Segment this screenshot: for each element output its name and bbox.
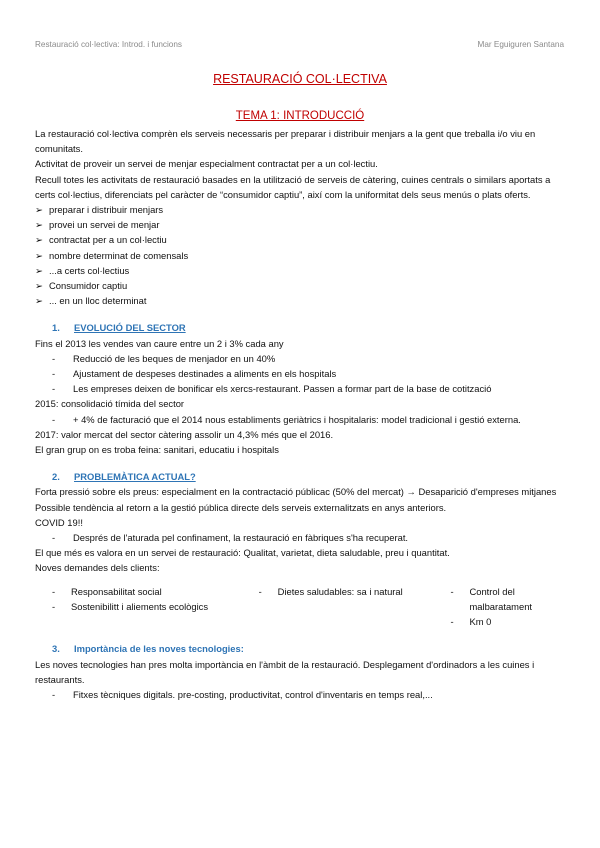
bullet-text: preparar i distribuir menjars (49, 204, 164, 216)
bullet-text: ...a certs col·lectius (49, 264, 130, 276)
bullet-text: provei un servei de menjar (49, 219, 160, 231)
section-text: Les noves tecnologies han pres molta importància en l'àmbit de la restauració. Desplegament d'ordinadors a les cuines i restaurants. (35, 658, 535, 685)
demand-item: - Responsabilitat social (52, 585, 162, 597)
section-text: El que més es valora en un servei de restauració: Qualitat, varietat, dieta saludable, preu i quantitat. (35, 547, 450, 559)
bullet-text: ... en un lloc determinat (49, 295, 147, 307)
intro-paragraph: Activitat de proveir un servei de menjar especialment contractat per a un col·lectiu. (35, 158, 378, 170)
section-text: 2015: consolidació tímida del sector (35, 398, 185, 410)
document-body (35, 126, 567, 702)
demand-item: - Dietes saludables: sa i natural (258, 585, 403, 597)
section-text: Noves demandes dels clients: (35, 562, 160, 574)
section-text: El gran grup on es troba feina: sanitari, educatiu i hospitals (35, 444, 279, 456)
dash-item: - + 4% de facturació que el 2014 nous establiments geriàtrics i hospitalaris: model tradicional i gestió externa. (52, 413, 521, 425)
dash-item: - Després de l'aturada pel confinament, la restauració en fàbriques s'ha recuperat. (52, 532, 409, 544)
section-text: Forta pressió sobre els preus: especialment en la contractació públicac (50% del mercat) → Desaparició d'empreses mitjanes (35, 486, 557, 498)
dash-item: - Ajustament de despeses destinades a aliments en els hospitals (52, 368, 337, 380)
bullet-text: nombre determinat de comensals (49, 249, 189, 261)
client-demands-columns (35, 584, 567, 630)
dash-item: - Reducció de les beques de menjador en un 40% (52, 352, 276, 364)
running-header-left: Restauració col·lectiva: Introd. i funcions (35, 40, 182, 49)
bullet-item (35, 202, 567, 217)
dash-item: - Fitxes tècniques digitals. pre-costing, productivitat, control d'inventaris en temps real,... (52, 688, 433, 700)
section-heading-evolucio: 1. EVOLUCIÓ DEL SECTOR (52, 322, 186, 334)
demand-item: - Sostenibilitt i aliements ecològics (52, 600, 209, 612)
section-text: COVID 19!! (35, 516, 83, 528)
arrow-bullet-icon: ➢ (35, 295, 43, 307)
section-text: Fins el 2013 les vendes van caure entre un 2 i 3% cada any (35, 337, 284, 349)
arrow-bullet-icon: ➢ (35, 249, 43, 261)
document-title: RESTAURACIÓ COL·LECTIVA (213, 72, 387, 86)
demands-column-3 (426, 584, 567, 630)
arrow-bullet-icon: ➢ (35, 204, 43, 216)
bullet-item (35, 217, 567, 232)
bullet-item (35, 232, 567, 247)
intro-paragraph: Recull totes les activitats de restauració basades en la utilització de serveis de càtering, cuines centrals o similars aportats a certs col·lectius, diferenciats pel caràcter de “consumidor captiu”, així com la uniformitat dels seus menús o plats oferts. (35, 173, 551, 200)
arrow-bullet-icon: ➢ (35, 264, 43, 276)
bullet-item (35, 248, 567, 263)
section-text: 2017: valor mercat del sector càtering assolir un 4,3% més que el 2016. (35, 428, 334, 440)
section-heading-problematica: 2. PROBLEMÀTICA ACTUAL? (52, 471, 196, 483)
dash-item: - Les empreses deixen de bonificar els xercs-restaurant. Passen a formar part de la base de cotització (52, 383, 492, 395)
bullet-item (35, 293, 567, 308)
running-header-right: Mar Eguiguren Santana (477, 40, 564, 49)
section-heading-tecnologies: 3. Importància de les noves tecnologies: (52, 643, 244, 655)
document-subtitle: TEMA 1: INTRODUCCIÓ (235, 110, 365, 122)
demands-column-1 (35, 584, 236, 630)
demands-column-2 (236, 584, 427, 630)
demand-item: - Km 0 (450, 616, 492, 628)
bullet-text: Consumidor captiu (49, 280, 128, 292)
bullet-item (35, 263, 567, 278)
demand-item: - Control del malbaratament (450, 585, 533, 612)
section-text: Possible tendència al retorn a la gestió pública directe dels serveis externalitzats en anys anteriors. (35, 501, 447, 513)
arrow-bullet-icon: ➢ (35, 219, 43, 231)
arrow-bullet-icon: ➢ (35, 234, 43, 246)
bullet-item (35, 278, 567, 293)
bullet-text: contractat per a un col·lectiu (49, 234, 167, 246)
intro-paragraph: La restauració col·lectiva comprèn els serveis necessaris per preparar i distribuir menjars a la gent que treballa i/o viu en comunitats. (35, 128, 536, 155)
arrow-bullet-icon: ➢ (35, 280, 43, 292)
